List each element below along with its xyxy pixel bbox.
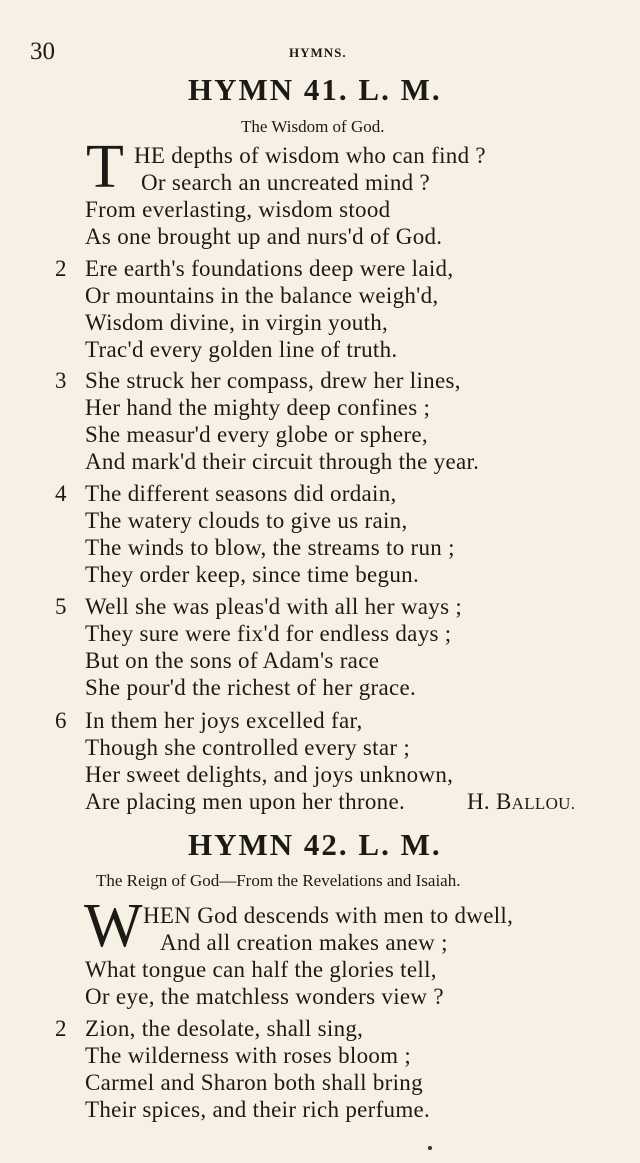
stanza-number: 6 xyxy=(55,708,67,733)
stanza-number: 5 xyxy=(55,594,67,619)
stanza-number: 4 xyxy=(55,481,67,506)
verse-line: And all creation makes anew ; xyxy=(160,930,448,955)
verse-line: The winds to blow, the streams to run ; xyxy=(85,535,455,560)
verse-line: She measur'd every globe or sphere, xyxy=(85,422,428,447)
hymn-42-drop-cap: W xyxy=(84,892,143,960)
hymn-42-subtitle: The Reign of God—From the Revelations and Isaiah. xyxy=(96,871,461,890)
stanza-number: 3 xyxy=(55,368,67,393)
verse-line: Or mountains in the balance weigh'd, xyxy=(85,283,439,308)
verse-line: Her sweet delights, and joys unknown, xyxy=(85,762,454,787)
hymn-41-subtitle: The Wisdom of God. xyxy=(241,117,385,136)
verse-line: She struck her compass, drew her lines, xyxy=(85,368,461,393)
printer-mark xyxy=(428,1146,432,1150)
verse-line: They order keep, since time begun. xyxy=(85,562,419,587)
verse-line: The different seasons did ordain, xyxy=(85,481,397,506)
stanza-number: 2 xyxy=(55,256,67,281)
verse-line: Though she controlled every star ; xyxy=(85,735,411,760)
verse-line: But on the sons of Adam's race xyxy=(85,648,380,673)
verse-line: Or eye, the matchless wonders view ? xyxy=(85,984,444,1009)
verse-line: Zion, the desolate, shall sing, xyxy=(85,1016,364,1041)
hymn-41-title: HYMN 41. L. M. xyxy=(188,72,442,107)
verse-line: Or search an uncreated mind ? xyxy=(141,170,431,195)
verse-line: HEN God descends with men to dwell, xyxy=(143,903,514,928)
verse-line: From everlasting, wisdom stood xyxy=(85,197,391,222)
verse-line: Trac'd every golden line of truth. xyxy=(85,337,398,362)
verse-line: Their spices, and their rich perfume. xyxy=(85,1097,431,1122)
verse-line: The watery clouds to give us rain, xyxy=(85,508,408,533)
page-number: 30 xyxy=(30,38,55,65)
hymn-42-title: HYMN 42. L. M. xyxy=(188,827,442,862)
verse-line: Her hand the mighty deep confines ; xyxy=(85,395,431,420)
running-head: HYMNS. xyxy=(289,45,347,60)
verse-line: They sure were fix'd for endless days ; xyxy=(85,621,452,646)
author-surname: ALLOU. xyxy=(511,794,576,813)
verse-line: Ere earth's foundations deep were laid, xyxy=(85,256,454,281)
verse-line: She pour'd the richest of her grace. xyxy=(85,675,417,700)
stanza-number: 2 xyxy=(55,1016,67,1041)
author-attribution xyxy=(467,789,575,815)
verse-line: In them her joys excelled far, xyxy=(85,708,363,733)
author-initial: H. B xyxy=(467,789,512,814)
verse-line: HE depths of wisdom who can find ? xyxy=(134,143,486,168)
verse-line: Wisdom divine, in virgin youth, xyxy=(85,310,389,335)
verse-line: Carmel and Sharon both shall bring xyxy=(85,1070,423,1095)
verse-line: And mark'd their circuit through the year. xyxy=(85,449,480,474)
verse-line: The wilderness with roses bloom ; xyxy=(85,1043,412,1068)
verse-line: Are placing men upon her throne. xyxy=(85,789,405,814)
verse-line: Well she was pleas'd with all her ways ; xyxy=(85,594,463,619)
hymn-41-drop-cap: T xyxy=(86,133,124,201)
verse-line: What tongue can half the glories tell, xyxy=(85,957,437,982)
verse-line: As one brought up and nurs'd of God. xyxy=(85,224,443,249)
